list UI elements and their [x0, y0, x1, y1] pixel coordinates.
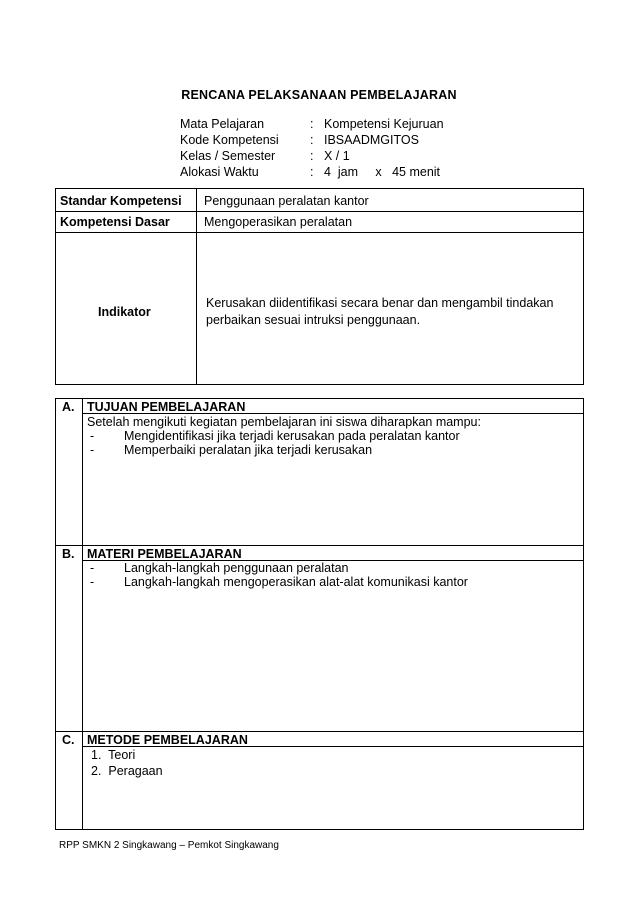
section-c-item: 2. Peragaan: [91, 764, 163, 778]
document-title: RENCANA PELAKSANAAN PEMBELAJARAN: [181, 88, 457, 102]
section-a-bullet: -: [90, 429, 95, 443]
section-b-top-divider: [56, 545, 583, 546]
column-divider: [196, 189, 197, 384]
section-a-item: Mengidentifikasi jika terjadi kerusakan pada peralatan kantor: [124, 429, 460, 443]
section-a-intro: Setelah mengikuti kegiatan pembelajaran ini siswa diharapkan mampu:: [87, 415, 481, 429]
section-b-bullet: -: [90, 575, 95, 589]
section-c-letter: C.: [62, 733, 75, 747]
section-c-item: 1. Teori: [91, 748, 136, 762]
info-value: 4 jam x 45 menit: [324, 165, 441, 179]
competency-table: [55, 188, 584, 385]
page-footer: RPP SMKN 2 Singkawang – Pemkot Singkawang: [59, 840, 279, 851]
section-a-bullet: -: [90, 443, 95, 457]
info-block: [180, 116, 444, 180]
section-b-item: Langkah-langkah penggunaan peralatan: [124, 561, 349, 575]
section-a-item: Memperbaiki peralatan jika terjadi kerusakan: [124, 443, 373, 457]
sections-table: [55, 398, 584, 830]
section-b-item: Langkah-langkah mengoperasikan alat-alat komunikasi kantor: [124, 575, 468, 589]
section-a-heading: TUJUAN PEMBELAJARAN: [87, 400, 246, 414]
section-b-bullet: -: [90, 561, 95, 575]
kd-label: Kompetensi Dasar: [60, 215, 170, 229]
info-value: Kompetensi Kejuruan: [324, 117, 444, 131]
row-divider: [56, 211, 583, 212]
info-label: Kelas / Semester: [180, 149, 276, 163]
indikator-line-2: perbaikan sesuai intruksi penggunaan.: [206, 313, 421, 327]
section-c-heading: METODE PEMBELAJARAN: [87, 733, 248, 747]
info-label: Alokasi Waktu: [180, 165, 259, 179]
info-colon: :: [310, 117, 314, 131]
info-label: Kode Kompetensi: [180, 133, 279, 147]
letter-column-divider: [82, 399, 83, 829]
standar-value: Penggunaan peralatan kantor: [204, 194, 369, 208]
info-value: IBSAADMGITOS: [324, 133, 419, 147]
kd-value: Mengoperasikan peralatan: [204, 215, 353, 229]
indikator-label: Indikator: [98, 305, 151, 319]
info-row-class: [180, 148, 444, 164]
info-label: Mata Pelajaran: [180, 117, 265, 131]
info-colon: :: [310, 133, 314, 147]
info-value: X / 1: [324, 149, 350, 163]
info-row-time: [180, 164, 444, 180]
info-row-subject: [180, 116, 444, 132]
section-b-letter: B.: [62, 547, 75, 561]
section-a-letter: A.: [62, 400, 75, 414]
row-divider: [56, 232, 583, 233]
info-row-code: [180, 132, 444, 148]
section-c-top-divider: [56, 731, 583, 732]
section-b-heading: MATERI PEMBELAJARAN: [87, 547, 242, 561]
standar-label: Standar Kompetensi: [60, 194, 182, 208]
indikator-line-1: Kerusakan diidentifikasi secara benar dan mengambil tindakan: [206, 296, 554, 310]
info-colon: :: [310, 165, 314, 179]
info-colon: :: [310, 149, 314, 163]
